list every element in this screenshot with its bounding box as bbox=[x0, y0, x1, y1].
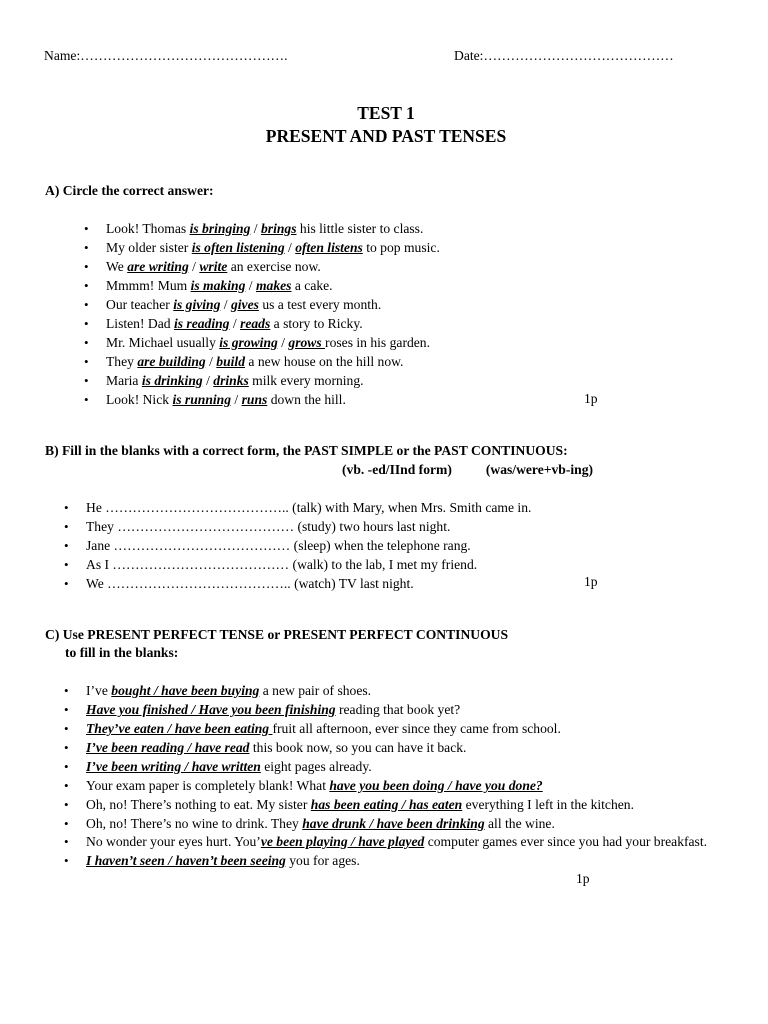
section-a-points: 1p bbox=[584, 391, 598, 406]
test-title: TEST 1 bbox=[357, 103, 415, 123]
section-c-item: • Oh, no! There’s no wine to drink. They have drunk / have been drinking all the wine. bbox=[64, 814, 726, 833]
section-b-item: • They ………………………………… (study) two hours last night. bbox=[64, 517, 531, 536]
section-b-subheading: (vb. -ed/IInd form) (was/were+vb-ing) bbox=[342, 462, 594, 477]
section-b-item: • He ………………………………….. (talk) with Mary, when Mrs. Smith came in. bbox=[64, 498, 531, 517]
section-c-list bbox=[64, 681, 726, 870]
section-a-list bbox=[84, 219, 440, 409]
section-a-item: • Mmmm! Mum is making / makes a cake. bbox=[84, 276, 440, 295]
section-b-item: • As I ………………………………… (walk) to the lab, I met my friend. bbox=[64, 555, 531, 574]
section-c-item: • Your exam paper is completely blank! What have you been doing / have you done? bbox=[64, 776, 726, 795]
section-c-item: • I haven’t seen / haven’t been seeing you for ages. bbox=[64, 851, 726, 870]
test-subtitle: PRESENT AND PAST TENSES bbox=[265, 126, 507, 146]
section-b-item: • We ………………………………….. (watch) TV last night. bbox=[64, 574, 531, 593]
section-c-points: 1p bbox=[576, 871, 590, 886]
section-a-item: • Our teacher is giving / gives us a test every month. bbox=[84, 295, 440, 314]
section-c-heading: C) Use PRESENT PERFECT TENSE or PRESENT PERFECT CONTINUOUS bbox=[45, 627, 509, 642]
section-b-points: 1p bbox=[584, 574, 598, 589]
section-a-item: • They are building / build a new house on the hill now. bbox=[84, 352, 440, 371]
section-c-item: • No wonder your eyes hurt. You’ve been playing / have played computer games ever since you had your breakfast. bbox=[64, 833, 726, 851]
name-field-label: Name:………………………………………. bbox=[44, 48, 288, 63]
section-a-item: • Mr. Michael usually is growing / grows roses in his garden. bbox=[84, 333, 440, 352]
section-a-item: • Look! Thomas is bringing / brings his little sister to class. bbox=[84, 219, 440, 238]
section-b-heading: B) Fill in the blanks with a correct form, the PAST SIMPLE or the PAST CONTINUOUS: bbox=[45, 443, 568, 458]
section-c-item: • I’ve bought / have been buying a new pair of shoes. bbox=[64, 681, 726, 700]
section-a-item: • Look! Nick is running / runs down the hill. bbox=[84, 390, 440, 409]
section-c-item: • I’ve been reading / have read this book now, so you can have it back. bbox=[64, 738, 726, 757]
section-c-item: • I’ve been writing / have written eight pages already. bbox=[64, 757, 726, 776]
section-a-heading: A) Circle the correct answer: bbox=[45, 183, 214, 198]
section-c-item: • They’ve eaten / have been eating fruit all afternoon, ever since they came from school. bbox=[64, 719, 726, 738]
section-c-item: • Oh, no! There’s nothing to eat. My sister has been eating / has eaten everything I left in the kitchen. bbox=[64, 795, 726, 814]
date-field-label: Date:…………………………………… bbox=[454, 48, 674, 63]
section-a-item: • My older sister is often listening / often listens to pop music. bbox=[84, 238, 440, 257]
section-c-item: • Have you finished / Have you been finishing reading that book yet? bbox=[64, 700, 726, 719]
section-a-item: • We are writing / write an exercise now. bbox=[84, 257, 440, 276]
section-b-list bbox=[64, 498, 531, 593]
section-b-item: • Jane ………………………………… (sleep) when the telephone rang. bbox=[64, 536, 531, 555]
section-c-heading-cont: to fill in the blanks: bbox=[65, 645, 179, 660]
section-a-item: • Maria is drinking / drinks milk every morning. bbox=[84, 371, 440, 390]
section-a-item: • Listen! Dad is reading / reads a story to Ricky. bbox=[84, 314, 440, 333]
